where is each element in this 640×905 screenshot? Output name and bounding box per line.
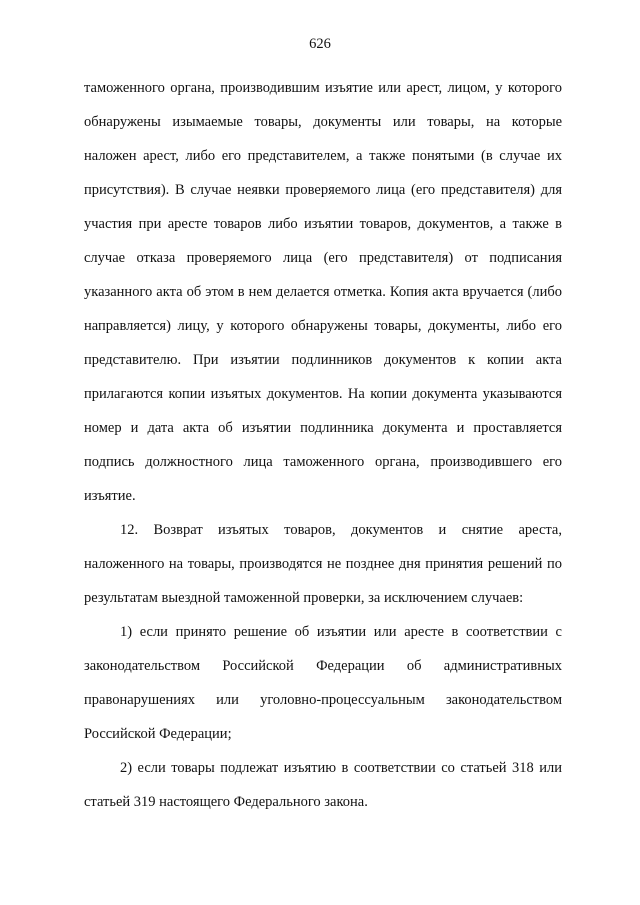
document-body: [84, 71, 562, 819]
paragraph-subitem-2: 2) если товары подлежат изъятию в соответствии со статьей 318 или статьей 319 настоящего Федерального закона.: [84, 760, 562, 810]
paragraph-item-12: 12. Возврат изъятых товаров, документов и снятие ареста, наложенного на товары, производятся не позднее дня принятия решений по результатам выездной таможенной проверки, за исключением случаев:: [84, 522, 562, 606]
page-number: 626: [309, 36, 331, 52]
paragraph-continuation: таможенного органа, производившим изъятие или арест, лицом, у которого обнаружены изымаемые товары, документы или товары, на которые наложен арест, либо его представителем, а также понятыми (в случае их присутствия). В случае неявки проверяемого лица (его представителя) для участия при аресте товаров либо изъятии товаров, документов, а также в случае отказа проверяемого лица (его представителя) от подписания указанного акта об этом в нем делается отметка. Копия акта вручается (либо направляется) лицу, у которого обнаружены товары, документы, либо его представителю. При изъятии подлинников документов к копии акта прилагаются копии изъятых документов. На копии документа указываются номер и дата акта об изъятии подлинника документа и проставляется подпись должностного лица таможенного органа, производившего его изъятие.: [84, 80, 562, 504]
paragraph-subitem-1: 1) если принято решение об изъятии или аресте в соответствии с законодательством Российской Федерации об административных правонарушениях или уголовно-процессуальным законодательством Российской Федерации;: [84, 624, 562, 742]
